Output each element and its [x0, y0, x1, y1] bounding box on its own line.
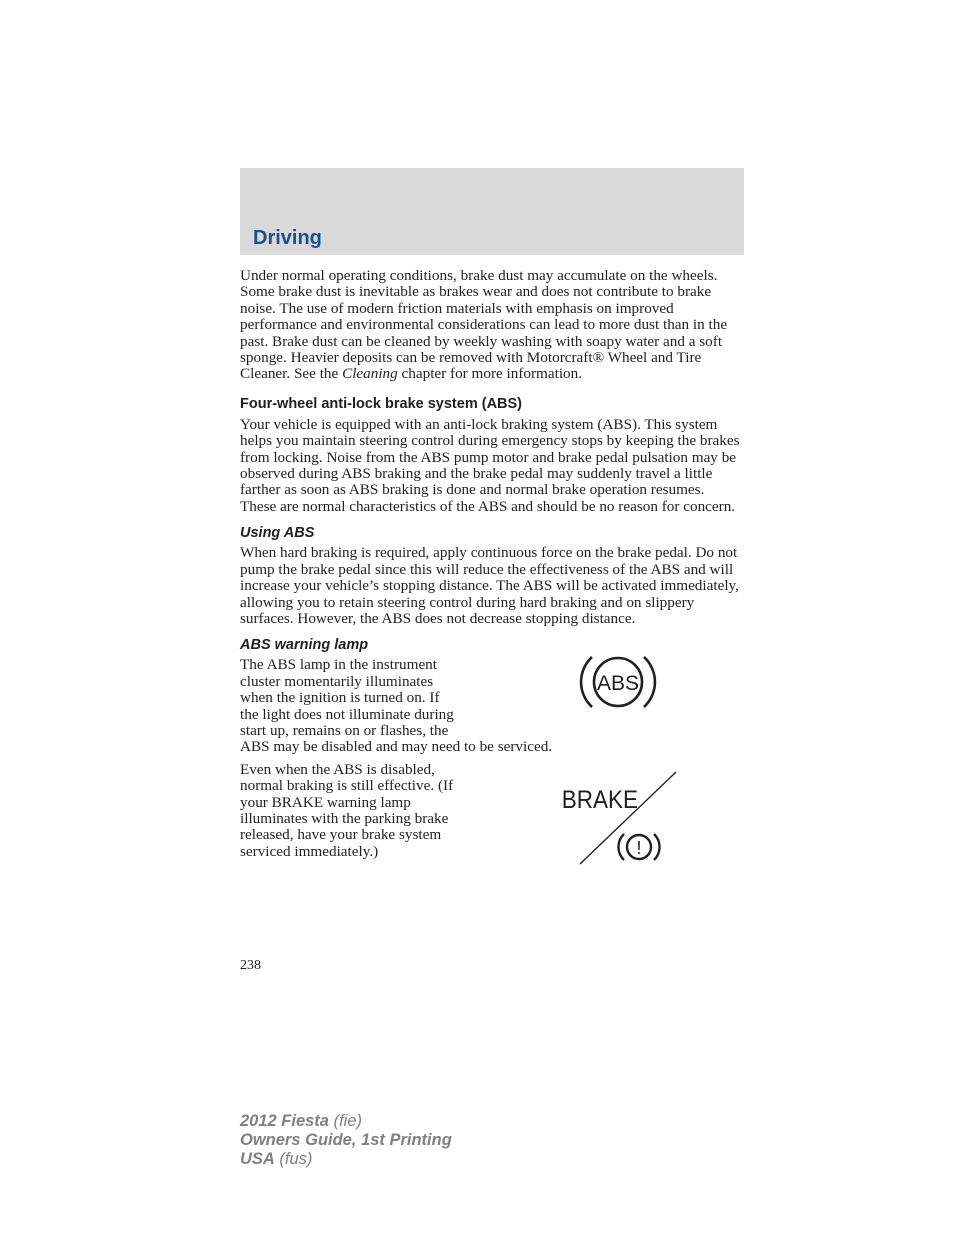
- abs-warning-icon: [578, 651, 658, 713]
- exclamation-icon: !: [636, 837, 642, 858]
- brake-icon-label: BRAKE: [561, 785, 639, 815]
- page-content: [240, 268, 744, 860]
- page-number: 238: [240, 958, 261, 973]
- using-abs-heading: Using ABS: [240, 525, 315, 542]
- abs-lamp-paragraph: The ABS lamp in the instrument cluster momentarily illuminates when the ignition is turned on. If the light does not illuminate during start up, remains on or flashes, the ABS may be disabled and may need to be serviced.: [240, 656, 553, 756]
- brake-lamp-block: [240, 762, 744, 860]
- abs-section-paragraph: Your vehicle is equipped with an anti-lock braking system (ABS). This system helps you maintain steering control during emergency stops by keeping the brakes from locking. Noise from the ABS pump motor and brake pedal pulsation may be observed during ABS braking and the brake pedal may suddenly travel a little farther as soon as ABS braking is done and normal brake operation resumes. These are normal characteristics of the ABS and should be no reason for concern.: [240, 415, 740, 515]
- abs-icon-label: ABS: [596, 672, 640, 696]
- intro-paragraph: Under normal operating conditions, brake dust may accumulate on the wheels. Some brake dust is inevitable as brakes wear and does not contribute to brake noise. The use of modern friction materials with emphasis on improved performance and environmental considerations can lead to more dust than in the past. Brake dust can be cleaned by weekly washing with soapy water and a soft sponge. Heavier deposits can be removed with Motorcraft® Wheel and Tire Cleaner. See the Cleaning chapter for more information.: [240, 267, 728, 383]
- abs-section-heading: Four-wheel anti-lock brake system (ABS): [240, 395, 523, 412]
- footer-market-line: USA (fus): [240, 1150, 313, 1168]
- abs-warning-lamp-heading: ABS warning lamp: [240, 637, 369, 654]
- abs-lamp-block: [240, 657, 744, 755]
- cleaning-reference: Cleaning: [342, 365, 398, 383]
- using-abs-paragraph: When hard braking is required, apply continuous force on the brake pedal. Do not pump the brake pedal since this will reduce the effectiveness of the ABS and will increase your vehicle’s stopping distance. The ABS will be activated immediately, allowing you to retain steering control during hard braking and on slippery surfaces. However, the ABS does not decrease stopping distance.: [240, 544, 739, 627]
- brake-lamp-paragraph: Even when the ABS is disabled, normal braking is still effective. (If your BRAKE warning lamp illuminates with the parking brake released, have your brake system serviced immediately.): [240, 760, 454, 860]
- document-footer: [240, 1112, 452, 1169]
- footer-guide-line: Owners Guide, 1st Printing: [240, 1131, 452, 1149]
- brake-warning-icon: [560, 770, 680, 870]
- section-title: Driving: [253, 227, 322, 249]
- footer-model-line: 2012 Fiesta (fie): [240, 1112, 362, 1130]
